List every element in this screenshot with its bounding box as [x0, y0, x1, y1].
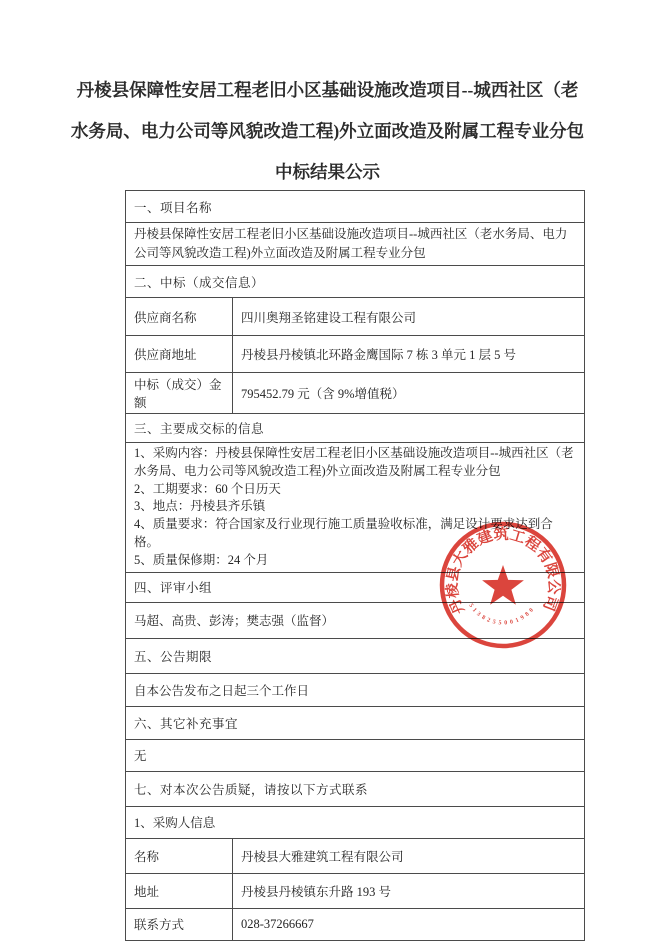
- table-row: [126, 191, 585, 223]
- purchaser-contact-value: 028-37266667: [233, 908, 585, 940]
- table-row: [126, 414, 585, 443]
- table-row: [126, 336, 585, 373]
- announcement-period: 自本公告发布之日起三个工作日: [126, 673, 585, 706]
- table-row: [126, 706, 585, 739]
- section2-header: 二、中标（成交信息）: [126, 266, 585, 298]
- deal-details-cell: [126, 443, 585, 573]
- section7-header: 七、对本次公告质疑，请按以下方式联系: [126, 771, 585, 806]
- supplier-name-label: 供应商名称: [126, 298, 233, 336]
- supplier-address-label: 供应商地址: [126, 336, 233, 373]
- seal-number-text: 5138255001980: [467, 602, 536, 627]
- table-row: [126, 673, 585, 706]
- table-row: [126, 771, 585, 806]
- purchaser-address-value: 丹棱县丹棱镇东升路 193 号: [233, 873, 585, 908]
- deal-item-warranty: 5、质量保修期：24 个月: [134, 552, 269, 567]
- table-row: [126, 806, 585, 838]
- deal-item-content: 1、采购内容：丹棱县保障性安居工程老旧小区基础设施改造项目--城西社区（老水务局、电力公司等风貌改造工程)外立面改造及附属工程专业分包: [134, 446, 574, 478]
- table-row: [126, 298, 585, 336]
- deal-item-quality: 4、质量要求：符合国家及行业现行施工质量验收标准，满足设计要求达到合格。: [134, 517, 553, 549]
- project-name-cell: 丹棱县保障性安居工程老旧小区基础设施改造项目--城西社区（老水务局、电力公司等风貌改造工程)外立面改造及附属工程专业分包: [126, 223, 585, 266]
- deal-item-location: 3、地点：丹棱县齐乐镇: [134, 499, 266, 514]
- section5-header: 五、公告期限: [126, 638, 585, 673]
- purchaser-info-subheader: 1、采购人信息: [126, 806, 585, 838]
- supplementary-matters: 无: [126, 739, 585, 771]
- purchaser-name-value: 丹棱县大雅建筑工程有限公司: [233, 838, 585, 873]
- deal-item-duration: 2、工期要求：60 个日历天: [134, 481, 281, 496]
- section1-header: 一、项目名称: [126, 191, 585, 223]
- purchaser-name-label: 名称: [126, 838, 233, 873]
- document-title-line-1: 丹棱县保障性安居工程老旧小区基础设施改造项目--城西社区（老: [76, 80, 579, 100]
- table-row: [126, 739, 585, 771]
- table-row: [126, 638, 585, 673]
- table-row: [126, 838, 585, 873]
- purchaser-contact-label: 联系方式: [126, 908, 233, 940]
- table-row: [126, 266, 585, 298]
- supplier-address-value: 丹棱县丹棱镇北环路金鹰国际 7 栋 3 单元 1 层 5 号: [233, 336, 585, 373]
- table-row: [126, 873, 585, 908]
- table-row: [126, 572, 585, 602]
- seal-company-text: 丹棱县大雅建筑工程有限公司: [444, 526, 562, 617]
- bid-result-table: [125, 190, 585, 941]
- award-amount-label: 中标（成交）金额: [126, 373, 233, 414]
- review-panel-members: 马超、高贵、彭涛；樊志强（监督）: [126, 602, 585, 638]
- table-row: [126, 602, 585, 638]
- section6-header: 六、其它补充事宜: [126, 706, 585, 739]
- award-amount-value: 795452.79 元（含 9%增值税）: [233, 373, 585, 414]
- document-title: [40, 70, 615, 193]
- section3-header: 三、主要成交标的信息: [126, 414, 585, 443]
- section4-header: 四、评审小组: [126, 572, 585, 602]
- table-row: [126, 373, 585, 414]
- document-title-line-2: 水务局、电力公司等风貌改造工程)外立面改造及附属工程专业分包: [70, 121, 585, 141]
- supplier-name-value: 四川奥翔圣铭建设工程有限公司: [233, 298, 585, 336]
- table-row: [126, 443, 585, 573]
- purchaser-address-label: 地址: [126, 873, 233, 908]
- document-title-line-3: 中标结果公示: [275, 162, 380, 182]
- table-row: [126, 223, 585, 266]
- table-row: [126, 908, 585, 940]
